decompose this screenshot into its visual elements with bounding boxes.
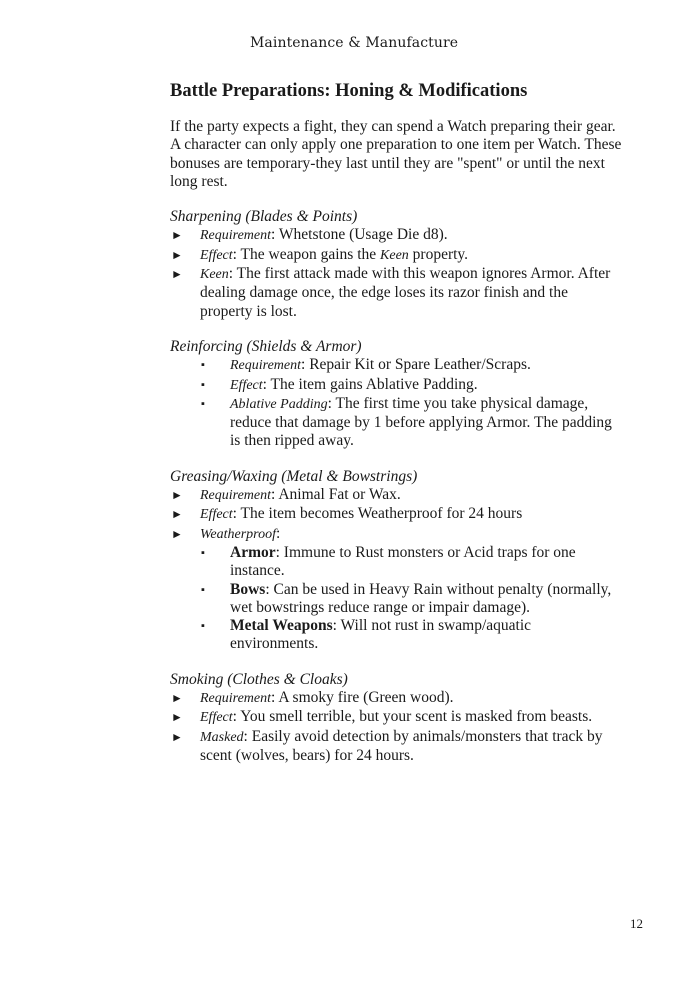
list-item (170, 376, 622, 395)
item-term: Effect (230, 377, 263, 393)
list-item (170, 525, 622, 544)
list-item (170, 486, 622, 505)
square-bullet-icon: ▪ (201, 583, 205, 596)
page-content (170, 80, 622, 782)
arrow-bullet-icon: ► (171, 526, 183, 541)
reinforcing-title: Reinforcing (Shields & Armor) (170, 337, 362, 355)
arrow-bullet-icon: ► (171, 267, 183, 282)
list-item (170, 395, 622, 451)
smoking-list (170, 689, 622, 765)
item-term: Effect (200, 507, 233, 523)
item-term: Effect (200, 710, 233, 726)
square-bullet-icon: ▪ (201, 620, 205, 633)
arrow-bullet-icon: ► (171, 228, 183, 243)
section-heading: Battle Preparations: Honing & Modifications (170, 81, 528, 101)
item-text: : (275, 524, 281, 542)
arrow-bullet-icon: ► (171, 691, 183, 706)
arrow-bullet-icon: ► (171, 507, 183, 522)
list-item (170, 505, 622, 524)
arrow-bullet-icon: ► (171, 710, 183, 725)
item-term: Effect (200, 247, 233, 263)
item-term: Weatherproof (200, 526, 276, 542)
reinforcing-section (170, 338, 622, 451)
item-text: : A smoky fire (Green wood). (271, 689, 454, 707)
item-text: : The item gains Ablative Padding. (262, 375, 478, 393)
item-term: Keen (200, 267, 229, 283)
item-text: : The weapon gains the (232, 245, 381, 263)
item-term: Metal Weapons (230, 617, 333, 635)
greasing-section (170, 468, 622, 654)
arrow-bullet-icon: ► (171, 247, 183, 262)
list-item (170, 708, 622, 727)
item-text: : Immune to Rust monsters or Acid traps for one instance. (230, 543, 576, 580)
item-text: : Will not rust in swamp/aquatic environments. (230, 617, 532, 653)
list-item (170, 356, 622, 375)
item-term: Requirement (230, 358, 302, 374)
item-term: Armor (230, 543, 276, 561)
sharpening-section (170, 208, 622, 321)
square-bullet-icon: ▪ (201, 359, 205, 372)
item-text: property. (408, 245, 469, 263)
item-term: Masked (200, 729, 244, 745)
greasing-title: Greasing/Waxing (Metal & Bowstrings) (170, 467, 418, 485)
square-bullet-icon: ▪ (201, 397, 205, 410)
smoking-section (170, 671, 622, 765)
item-text: : The first attack made with this weapon ignores Armor. After dealing damage once, the edge loses its razor finish and the property is lost. (200, 265, 611, 320)
item-text: : Animal Fat or Wax. (271, 486, 401, 504)
list-item (170, 689, 622, 708)
list-item (170, 265, 622, 321)
list-item (170, 226, 622, 245)
intro-paragraph: If the party expects a fight, they can spend a Watch preparing their gear. A character can only apply one preparation to one item per Watch. These bonuses are temporary-they last until they are "spent" or until the next long rest. (170, 118, 622, 190)
sharpening-list (170, 226, 622, 320)
list-item (170, 246, 622, 265)
item-text: : The item becomes Weatherproof for 24 hours (232, 505, 523, 523)
item-term: Requirement (200, 488, 272, 504)
list-item (170, 581, 622, 618)
running-header: Maintenance & Manufacture (250, 35, 459, 51)
greasing-list (170, 486, 622, 654)
sharpening-title: Sharpening (Blades & Points) (170, 208, 358, 226)
item-term: Ablative Padding (230, 396, 328, 412)
item-text: : Repair Kit or Spare Leather/Scraps. (301, 356, 531, 374)
item-text: : You smell terrible, but your scent is masked from beasts. (232, 708, 593, 726)
smoking-title: Smoking (Clothes & Cloaks) (170, 670, 348, 688)
page-number: 12 (630, 916, 643, 931)
arrow-bullet-icon: ► (171, 729, 183, 744)
list-item (170, 617, 622, 654)
item-text: : Easily avoid detection by animals/monsters that track by scent (wolves, bears) for 24 hours. (200, 727, 603, 764)
reinforcing-list (170, 356, 622, 450)
item-term: Bows (230, 580, 266, 598)
arrow-bullet-icon: ► (171, 488, 183, 503)
square-bullet-icon: ▪ (201, 378, 205, 391)
item-text: : The first time you take physical damage, reduce that damage by 1 before applying Armor. The padding is then ripped away. (230, 394, 612, 450)
list-item (170, 544, 622, 581)
item-term: Requirement (200, 228, 272, 244)
item-term: Requirement (200, 691, 272, 707)
item-text: : Can be used in Heavy Rain without penalty (normally, wet bowstrings reduce range or impair damage). (230, 580, 612, 616)
item-text: : Whetstone (Usage Die d8). (271, 226, 448, 244)
list-item (170, 728, 622, 766)
item-inline-term: Keen (380, 247, 409, 263)
square-bullet-icon: ▪ (201, 546, 205, 559)
